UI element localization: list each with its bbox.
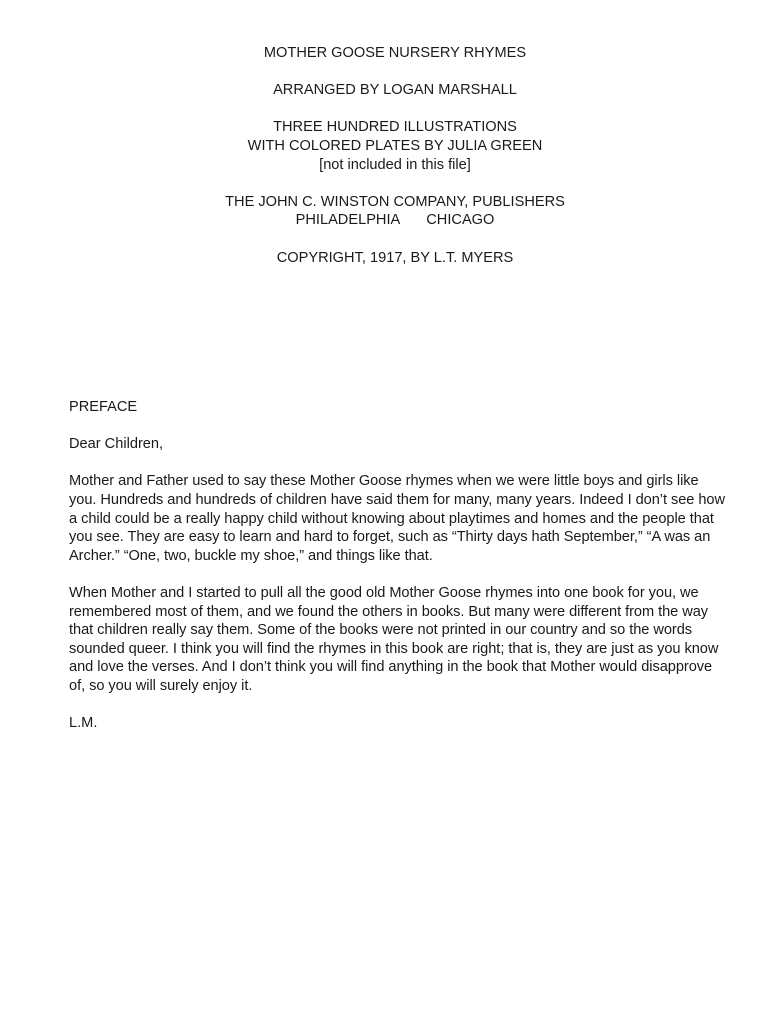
copyright-group bbox=[0, 249, 768, 268]
arranger-group bbox=[0, 81, 768, 100]
illustrations-line-1: THREE HUNDRED ILLUSTRATIONS bbox=[273, 119, 517, 136]
copyright-line: COPYRIGHT, 1917, BY L.T. MYERS bbox=[276, 249, 514, 266]
illustrations-group bbox=[0, 118, 768, 174]
publisher-group bbox=[0, 193, 768, 230]
illustrations-note: [not included in this file] bbox=[319, 156, 471, 173]
city-chicago: CHICAGO bbox=[426, 212, 495, 229]
title-group bbox=[0, 44, 768, 63]
title-page-block bbox=[0, 44, 768, 286]
preface-heading: PREFACE bbox=[69, 399, 138, 415]
illustrations-line-2: WITH COLORED PLATES BY JULIA GREEN bbox=[247, 137, 543, 154]
arranged-by: ARRANGED BY LOGAN MARSHALL bbox=[273, 82, 517, 99]
book-title: MOTHER GOOSE NURSERY RHYMES bbox=[263, 45, 527, 61]
preface-salutation: Dear Children, bbox=[69, 436, 164, 453]
preface-paragraph-2: When Mother and I started to pull all the good old Mother Goose rhymes into one book for you, we remembered most of them, and we found the others in books. But many were different from the way that children really say them. Some of the books were not printed in our country and so the words sounded queer. I think you will find the rhymes in this book are right; that is, they are just as you know and love the verses. And I don’t think you will find anything in the book that Mother would disapprove of, so you will surely enjoy it. bbox=[69, 584, 719, 694]
preface-paragraph-1: Mother and Father used to say these Mother Goose rhymes when we were little boys and girls like you. Hundreds and hundreds of children have said them for many, many years. Indeed I don’t see how a child could be a really happy child without knowing about playtimes and homes and the people that you see. They are easy to learn and hard to forget, such as “Thirty days hath September,” “A was an Archer.” “One, two, buckle my shoe,” and things like that. bbox=[69, 473, 725, 564]
publisher-cities bbox=[0, 211, 768, 230]
publisher-name: THE JOHN C. WINSTON COMPANY, PUBLISHERS bbox=[225, 193, 565, 210]
preface-signature: L.M. bbox=[69, 715, 98, 732]
preface-section bbox=[69, 398, 725, 751]
city-philadelphia: PHILADELPHIA bbox=[295, 212, 401, 229]
